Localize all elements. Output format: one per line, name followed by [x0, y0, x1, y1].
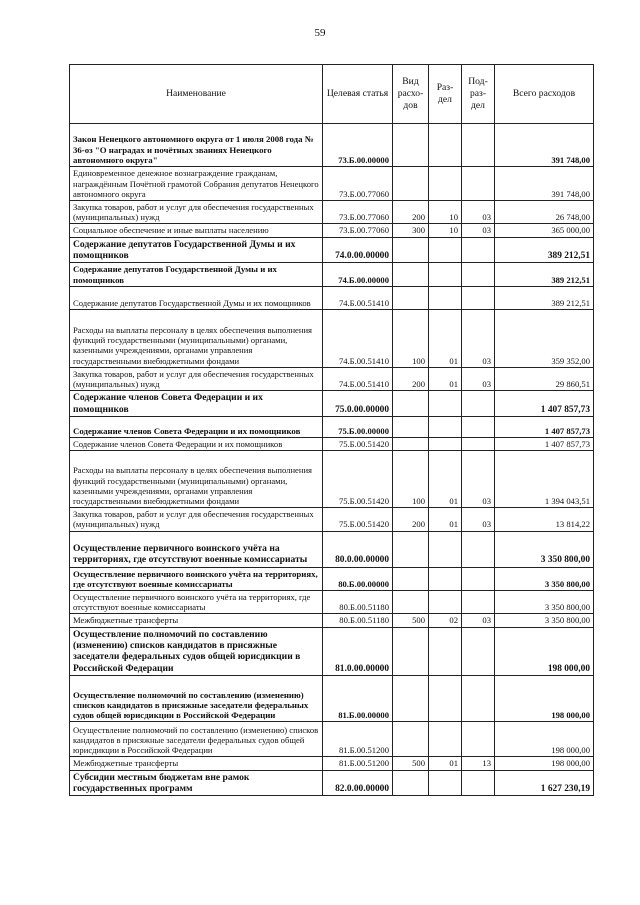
row-target-article: 74.Б.00.00000	[323, 263, 393, 286]
table-row	[70, 770, 594, 796]
row-target-article: 74.Б.00.51410	[323, 367, 393, 390]
row-subsection	[462, 263, 495, 286]
row-target-article: 74.Б.00.51410	[323, 309, 393, 367]
row-section: 01	[429, 451, 462, 508]
table-row	[70, 722, 594, 757]
table-row	[70, 237, 594, 263]
row-target-article: 73.Б.00.77060	[323, 224, 393, 237]
row-subsection	[462, 438, 495, 451]
row-section	[429, 567, 462, 590]
row-target-article: 80.Б.00.51180	[323, 591, 393, 614]
row-target-article: 80.0.00.00000	[323, 531, 393, 567]
row-name: Межбюджетные трансферты	[70, 757, 323, 770]
row-section: 10	[429, 201, 462, 224]
row-total: 198 000,00	[495, 627, 594, 676]
row-target-article: 75.0.00.00000	[323, 391, 393, 417]
row-subsection	[462, 770, 495, 796]
row-name: Содержание депутатов Государственной Думы и их помощников	[70, 237, 323, 263]
row-name: Закон Ненецкого автономного округа от 1 июля 2008 года № 36-оз "О наградах и почётных званиях Ненецкого автономного округа"	[70, 124, 323, 167]
row-section	[429, 263, 462, 286]
table-row	[70, 508, 594, 531]
row-expense-kind	[393, 567, 429, 590]
table-body	[70, 124, 594, 796]
row-expense-kind: 200	[393, 201, 429, 224]
row-name: Закупка товаров, работ и услуг для обеспечения государственных (муниципальных) нужд	[70, 508, 323, 531]
row-expense-kind: 500	[393, 614, 429, 627]
row-name: Единовременное денежное вознаграждение гражданам, награждённым Почётной грамотой Собрания депутатов Ненецкого автономного округа	[70, 167, 323, 201]
row-expense-kind: 500	[393, 757, 429, 770]
row-target-article: 73.Б.00.00000	[323, 124, 393, 167]
row-target-article: 81.Б.00.00000	[323, 676, 393, 722]
row-target-article: 81.0.00.00000	[323, 627, 393, 676]
row-subsection	[462, 591, 495, 614]
row-total: 198 000,00	[495, 722, 594, 757]
row-subsection	[462, 286, 495, 309]
row-total: 3 350 800,00	[495, 614, 594, 627]
row-expense-kind: 100	[393, 451, 429, 508]
row-total: 29 860,51	[495, 367, 594, 390]
row-target-article: 73.Б.00.77060	[323, 201, 393, 224]
row-subsection	[462, 124, 495, 167]
table-row	[70, 451, 594, 508]
row-total: 1 394 043,51	[495, 451, 594, 508]
row-expense-kind	[393, 417, 429, 438]
row-section: 10	[429, 224, 462, 237]
table-header-row	[70, 65, 594, 124]
row-expense-kind	[393, 722, 429, 757]
row-total: 359 352,00	[495, 309, 594, 367]
table-row	[70, 627, 594, 676]
table-row	[70, 417, 594, 438]
row-section	[429, 438, 462, 451]
row-name: Содержание членов Совета Федерации и их помощников	[70, 438, 323, 451]
row-total: 26 748,00	[495, 201, 594, 224]
row-target-article: 73.Б.00.77060	[323, 167, 393, 201]
row-expense-kind	[393, 237, 429, 263]
row-total: 365 000,00	[495, 224, 594, 237]
header-name: Наименование	[70, 65, 323, 124]
row-name: Осуществление полномочий по составлению (изменению) списков кандидатов в присяжные заседатели федеральных судов общей юрисдикции в Российской Федерации	[70, 676, 323, 722]
table-row	[70, 124, 594, 167]
row-expense-kind: 100	[393, 309, 429, 367]
row-total: 198 000,00	[495, 757, 594, 770]
table-row	[70, 531, 594, 567]
table-row	[70, 614, 594, 627]
row-subsection	[462, 237, 495, 263]
table-row	[70, 309, 594, 367]
row-total: 1 627 230,19	[495, 770, 594, 796]
row-total: 1 407 857,73	[495, 417, 594, 438]
row-subsection: 03	[462, 224, 495, 237]
row-expense-kind	[393, 627, 429, 676]
table-row	[70, 263, 594, 286]
budget-table	[69, 64, 594, 796]
header-total-expenses: Всего расходов	[495, 65, 594, 124]
row-total: 198 000,00	[495, 676, 594, 722]
row-total: 3 350 800,00	[495, 531, 594, 567]
row-subsection: 03	[462, 367, 495, 390]
row-target-article: 75.Б.00.51420	[323, 508, 393, 531]
row-section	[429, 591, 462, 614]
row-name: Содержание членов Совета Федерации и их помощников	[70, 417, 323, 438]
row-name: Осуществление полномочий по составлению (изменению) списков кандидатов в присяжные заседатели федеральных судов общей юрисдикции в Российской Федерации	[70, 722, 323, 757]
row-section	[429, 167, 462, 201]
row-section: 01	[429, 309, 462, 367]
row-name: Социальное обеспечение и иные выплаты населению	[70, 224, 323, 237]
row-target-article: 81.Б.00.51200	[323, 757, 393, 770]
row-target-article: 74.0.00.00000	[323, 237, 393, 263]
row-section: 01	[429, 757, 462, 770]
row-expense-kind: 200	[393, 367, 429, 390]
row-name: Осуществление первичного воинского учёта на территориях, где отсутствуют военные комиссариаты	[70, 567, 323, 590]
row-expense-kind	[393, 591, 429, 614]
row-expense-kind	[393, 438, 429, 451]
row-target-article: 75.Б.00.51420	[323, 438, 393, 451]
row-name: Осуществление первичного воинского учёта на территориях, где отсутствуют военные комиссариаты	[70, 531, 323, 567]
row-expense-kind	[393, 124, 429, 167]
row-target-article: 80.Б.00.00000	[323, 567, 393, 590]
row-subsection	[462, 722, 495, 757]
row-name: Субсидии местным бюджетам вне рамок государственных программ	[70, 770, 323, 796]
row-name: Содержание депутатов Государственной Думы и их помощников	[70, 286, 323, 309]
row-section: 01	[429, 367, 462, 390]
row-total: 1 407 857,73	[495, 438, 594, 451]
row-subsection: 13	[462, 757, 495, 770]
row-name: Содержание членов Совета Федерации и их помощников	[70, 391, 323, 417]
header-section: Раз- дел	[429, 65, 462, 124]
row-name: Содержание депутатов Государственной Думы и их помощников	[70, 263, 323, 286]
row-subsection	[462, 417, 495, 438]
row-name: Осуществление полномочий по составлению (изменению) списков кандидатов в присяжные заседатели федеральных судов общей юрисдикции в Российской Федерации	[70, 627, 323, 676]
row-section	[429, 722, 462, 757]
row-expense-kind	[393, 167, 429, 201]
row-subsection	[462, 167, 495, 201]
row-target-article: 74.Б.00.51410	[323, 286, 393, 309]
row-total: 389 212,51	[495, 286, 594, 309]
row-expense-kind	[393, 263, 429, 286]
row-total: 391 748,00	[495, 124, 594, 167]
table-row	[70, 367, 594, 390]
row-name: Расходы на выплаты персоналу в целях обеспечения выполнения функций государственными (муниципальными) органами, казенными учреждениями, органами управления государственными внебюджетными фондами	[70, 309, 323, 367]
row-expense-kind	[393, 531, 429, 567]
table-row	[70, 757, 594, 770]
row-expense-kind	[393, 676, 429, 722]
row-section	[429, 770, 462, 796]
page-number: 59	[314, 27, 326, 39]
row-expense-kind: 200	[393, 508, 429, 531]
table-row	[70, 167, 594, 201]
table-row	[70, 286, 594, 309]
row-name: Расходы на выплаты персоналу в целях обеспечения выполнения функций государственными (муниципальными) органами, казенными учреждениями, органами управления государственными внебюджетными фондами	[70, 451, 323, 508]
row-expense-kind: 300	[393, 224, 429, 237]
row-section	[429, 286, 462, 309]
table-row	[70, 391, 594, 417]
row-section	[429, 391, 462, 417]
table-row	[70, 676, 594, 722]
table-row	[70, 438, 594, 451]
row-subsection	[462, 627, 495, 676]
row-section	[429, 676, 462, 722]
row-subsection: 03	[462, 309, 495, 367]
row-section	[429, 237, 462, 263]
header-expense-kind: Вид расхо- дов	[393, 65, 429, 124]
row-target-article: 80.Б.00.51180	[323, 614, 393, 627]
row-name: Закупка товаров, работ и услуг для обеспечения государственных (муниципальных) нужд	[70, 367, 323, 390]
row-name: Осуществление первичного воинского учёта на территориях, где отсутствуют военные комиссариаты	[70, 591, 323, 614]
row-target-article: 82.0.00.00000	[323, 770, 393, 796]
row-total: 391 748,00	[495, 167, 594, 201]
row-total: 13 814,22	[495, 508, 594, 531]
row-name: Межбюджетные трансферты	[70, 614, 323, 627]
row-subsection	[462, 391, 495, 417]
row-subsection: 03	[462, 201, 495, 224]
row-section	[429, 124, 462, 167]
row-subsection	[462, 531, 495, 567]
row-expense-kind	[393, 770, 429, 796]
row-section	[429, 417, 462, 438]
header-subsection: Под- раз- дел	[462, 65, 495, 124]
row-expense-kind	[393, 391, 429, 417]
row-target-article: 75.Б.00.00000	[323, 417, 393, 438]
row-target-article: 81.Б.00.51200	[323, 722, 393, 757]
row-subsection: 03	[462, 508, 495, 531]
row-subsection: 03	[462, 614, 495, 627]
row-section: 01	[429, 508, 462, 531]
row-section	[429, 531, 462, 567]
row-total: 3 350 800,00	[495, 591, 594, 614]
row-expense-kind	[393, 286, 429, 309]
table-row	[70, 224, 594, 237]
row-subsection	[462, 567, 495, 590]
row-subsection	[462, 676, 495, 722]
header-target-article: Целевая статья	[323, 65, 393, 124]
row-total: 389 212,51	[495, 263, 594, 286]
row-total: 3 350 800,00	[495, 567, 594, 590]
row-target-article: 75.Б.00.51420	[323, 451, 393, 508]
table-row	[70, 567, 594, 590]
row-section: 02	[429, 614, 462, 627]
row-name: Закупка товаров, работ и услуг для обеспечения государственных (муниципальных) нужд	[70, 201, 323, 224]
row-total: 389 212,51	[495, 237, 594, 263]
row-section	[429, 627, 462, 676]
row-total: 1 407 857,73	[495, 391, 594, 417]
table-row	[70, 591, 594, 614]
row-subsection: 03	[462, 451, 495, 508]
table-row	[70, 201, 594, 224]
